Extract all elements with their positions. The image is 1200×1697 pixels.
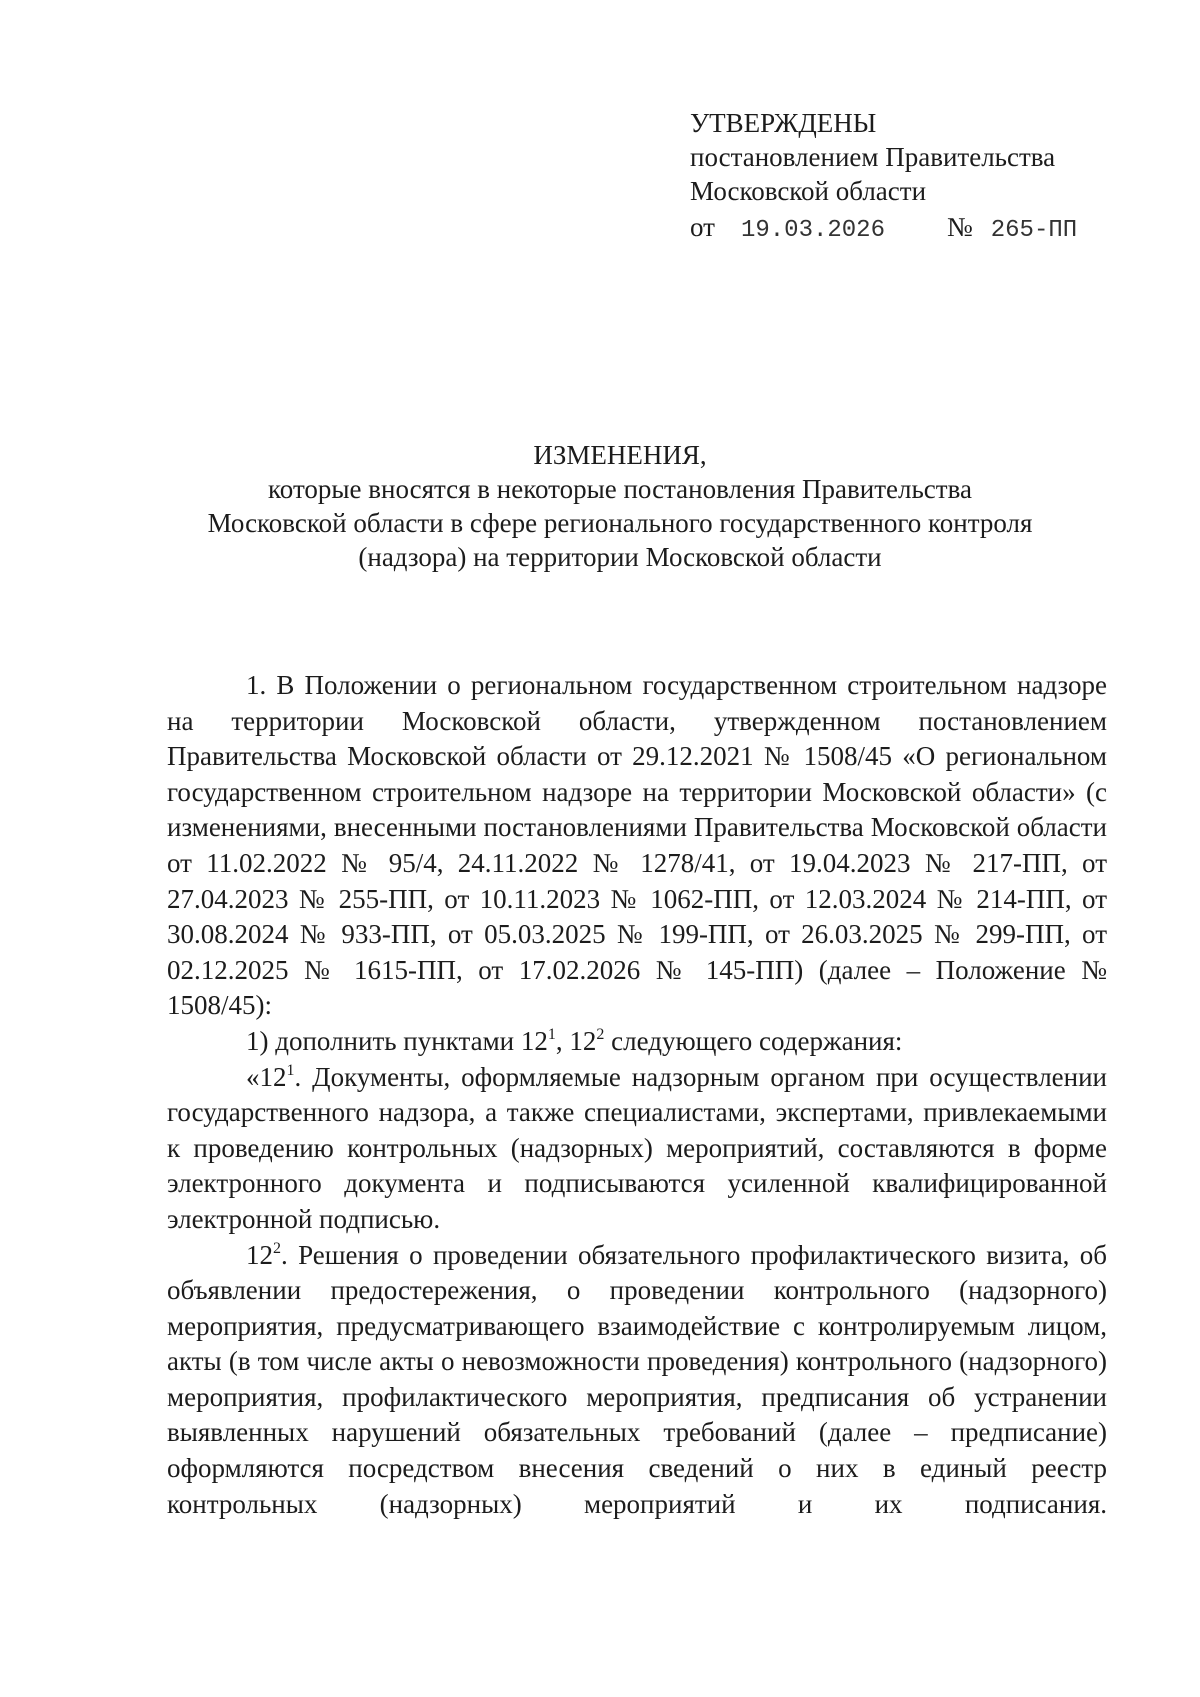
heading-line-2: Московской области в сфере регионального государственного контроля — [207, 508, 1033, 538]
paragraph-12-2 — [167, 1238, 1107, 1523]
approval-number: 265-ПП — [990, 217, 1078, 244]
sub1-mid: , 12 — [555, 1025, 597, 1056]
p122-prefix: 12 — [246, 1239, 273, 1270]
heading-line-1: которые вносятся в некоторые постановления Правительства — [268, 474, 972, 504]
document-heading — [160, 438, 1080, 574]
approval-from-label: от — [690, 212, 715, 242]
sub1-suffix: следующего содержания: — [604, 1025, 903, 1056]
p121-text: . Документы, оформляемые надзорным органом при осуществлении государственного надзора, а также специалистами, экспертами, привлекаемыми к проведению контрольных (надзорных) мероприятий, составляются в форме электронного документа и подписываются усиленной квалифицированной электронной подписью. — [167, 1061, 1107, 1234]
p121-sup: 1 — [286, 1061, 295, 1079]
sub1-sup-b: 2 — [596, 1025, 605, 1043]
p121-prefix: «12 — [246, 1061, 287, 1092]
heading-title: ИЗМЕНЕНИЯ, — [533, 440, 707, 470]
sub1-prefix: 1) дополнить пунктами 12 — [246, 1025, 548, 1056]
approval-date: 19.03.2026 — [740, 217, 885, 244]
paragraph-item-1: 1. В Положении о региональном государственном строительном надзоре на территории Московской области, утвержденном постановлением Правительства Московской области от 29.12.2021 № 1508/45 «О региональном государственном строительном надзоре на территории Московской области» (с изменениями, внесенными постановлениями Правительства Московской области от 11.02.2022 № 95/4, 24.11.2022 № 1278/41, от 19.04.2023 № 217-ПП, от 27.04.2023 № 255-ПП, от 10.11.2023 № 1062-ПП, от 12.03.2024 № 214-ПП, от 30.08.2024 № 933-ПП, от 05.03.2025 № 199-ПП, от 26.03.2025 № 299-ПП, от 02.12.2025 № 1615-ПП, от 17.02.2026 № 145-ПП) (далее – Положение № 1508/45): — [167, 670, 1107, 1021]
paragraph-12-1 — [167, 1060, 1107, 1238]
sub1-sup-a: 1 — [547, 1025, 556, 1043]
approval-number-sign: № — [946, 212, 973, 242]
approval-block — [690, 106, 1077, 248]
approval-line-2: Московской области — [690, 176, 927, 206]
paragraph-sub-1 — [167, 1024, 1107, 1060]
heading-line-3: (надзора) на территории Московской области — [358, 542, 882, 572]
p122-sup: 2 — [273, 1239, 281, 1257]
approval-title: УТВЕРЖДЕНЫ — [690, 108, 877, 138]
document-body — [167, 668, 1107, 1522]
approval-line-1: постановлением Правительства — [690, 142, 1056, 172]
approval-date-line — [690, 210, 1077, 248]
p122-text: . Решения о проведении обязательного профилактического визита, об объявлении предостережения, о проведении контрольного (надзорного) мероприятия, предусматривающего взаимодействие с контролируемым лицом, акты (в том числе акты о невозможности проведения) контрольного (надзорного) мероприятия, профилактического мероприятия, предписания об устранении выявленных нарушений обязательных требований (далее – предписание) оформляются посредством внесения сведений о них в единый реестр контрольных (надзорных) мероприятий и их подписания. — [167, 1239, 1107, 1519]
